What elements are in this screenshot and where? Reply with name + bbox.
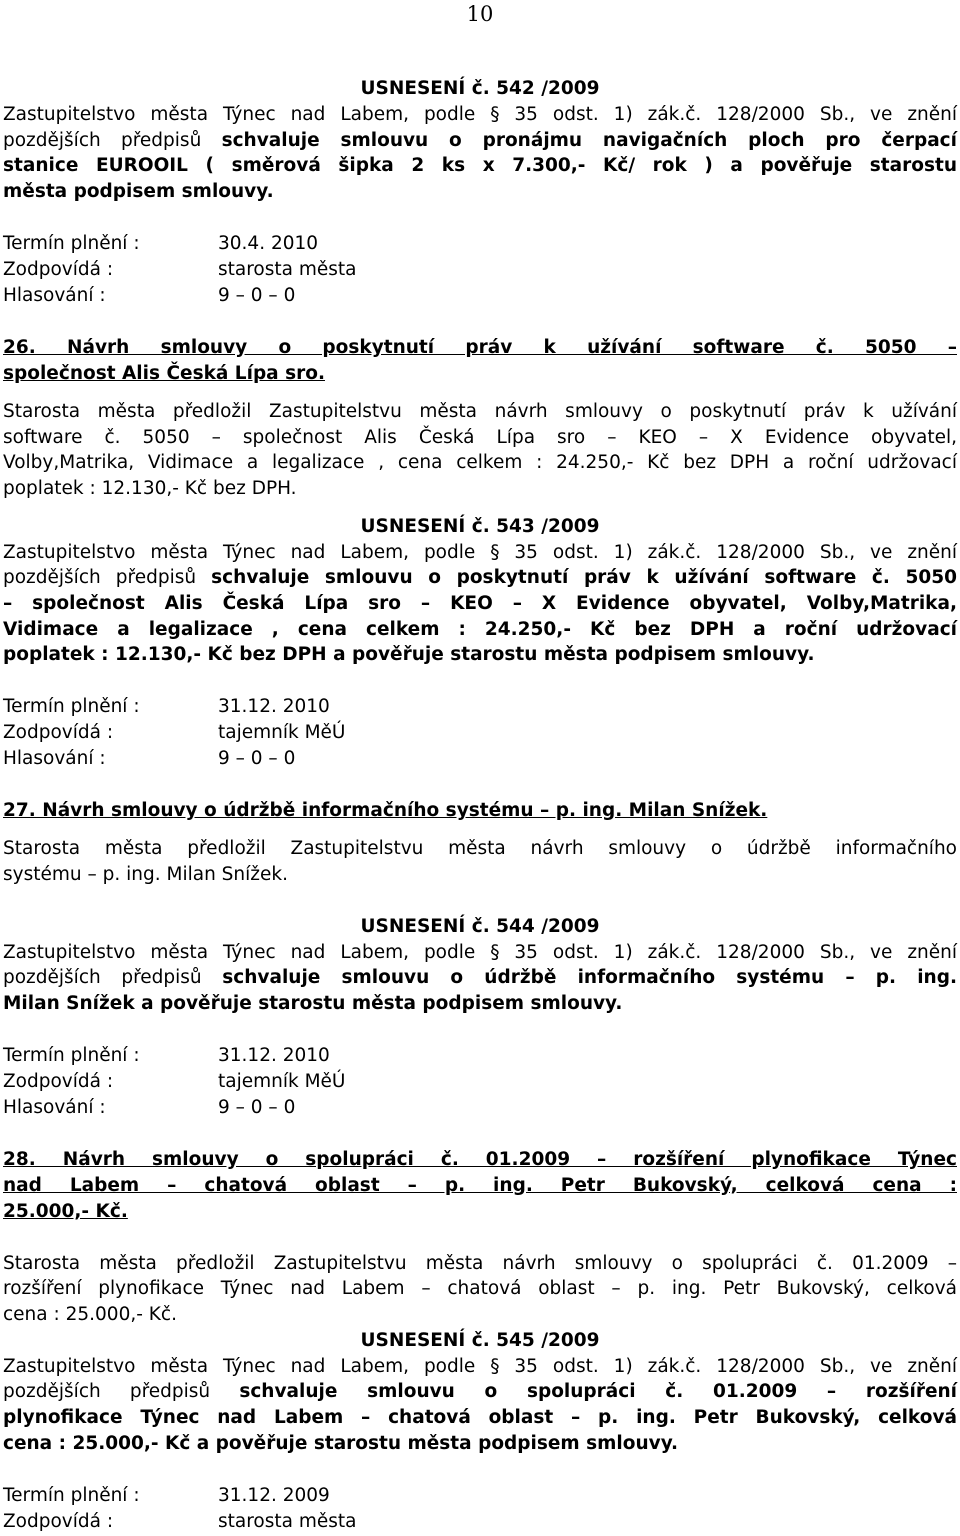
resolution-title: USNESENÍ č. 543 /2009 (360, 515, 600, 537)
body-line: software č. 5050 – společnost Alis Česká Lípa sro – KEO – X Evidence obyvatel, (3, 426, 957, 448)
vote-value: 9 – 0 – 0 (218, 284, 296, 306)
responsible-row (3, 1509, 957, 1535)
body-line: Starosta města předložil Zastupitelstvu města návrh smlouvy o spolupráci č. 01.2009 – (3, 1252, 957, 1274)
heading-line: nad Labem – chatová oblast – p. ing. Petr Bukovský, celková cena : (3, 1174, 957, 1196)
resolution-bold-line: stanice EUROOIL ( směrová šipka 2 ks x 7.300,- Kč/ rok ) a pověřuje starostu (3, 155, 957, 177)
deadline-value: 31.12. 2010 (218, 696, 330, 718)
resolution-bold-text: schvaluje smlouvu o údržbě informačního systému – p. ing. (222, 967, 957, 989)
deadline-row (3, 231, 957, 257)
resolution-text-line (3, 565, 957, 591)
resolution-bold-line: města podpisem smlouvy. (3, 181, 274, 203)
heading-line: 25.000,- Kč. (3, 1200, 128, 1222)
heading-line: 27. Návrh smlouvy o údržbě informačního systému – p. ing. Milan Snížek. (3, 800, 768, 822)
responsible-value: starosta města (218, 258, 357, 280)
resolution-bold-line: poplatek : 12.130,- Kč bez DPH a pověřuje starostu města podpisem smlouvy. (3, 644, 815, 666)
responsible-label: Zodpovídá : (3, 258, 114, 280)
resolution-text-line: Zastupitelstvo města Týnec nad Labem, podle § 35 odst. 1) zák.č. 128/2000 Sb., ve znění (3, 1355, 957, 1377)
responsible-label: Zodpovídá : (3, 1070, 114, 1092)
responsible-row (3, 720, 957, 746)
responsible-value: tajemník MěÚ (218, 1070, 346, 1092)
deadline-label: Termín plnění : (3, 696, 140, 718)
agenda-item-27-body (3, 836, 957, 887)
body-line: Starosta města předložil Zastupitelstvu města návrh smlouvy o údržbě informačního (3, 838, 957, 860)
deadline-value: 31.12. 2010 (218, 1044, 330, 1066)
vote-label: Hlasování : (3, 1096, 106, 1118)
document-body (3, 76, 957, 1535)
responsible-value: tajemník MěÚ (218, 722, 346, 744)
agenda-item-26-heading (3, 335, 957, 387)
body-line: cena : 25.000,- Kč. (3, 1304, 177, 1326)
heading-line: 26. Návrh smlouvy o poskytnutí práv k užívání software č. 5050 – (3, 336, 957, 358)
page-number: 10 (466, 2, 494, 26)
deadline-value: 31.12. 2009 (218, 1484, 330, 1506)
resolution-text-line (3, 965, 957, 991)
resolution-bold-line: – společnost Alis Česká Lípa sro – KEO – X Evidence obyvatel, Volby,Matrika, (3, 593, 957, 615)
resolution-text-line (3, 1379, 957, 1405)
resolution-meta-545 (3, 1483, 957, 1535)
body-line: poplatek : 12.130,- Kč bez DPH. (3, 477, 297, 499)
deadline-label: Termín plnění : (3, 1484, 140, 1506)
resolution-bold-text: schvaluje smlouvu o pronájmu navigačních ploch pro čerpací (221, 129, 957, 151)
body-line: rozšíření plynofikace Týnec nad Labem – chatová oblast – p. ing. Petr Bukovský, celková (3, 1278, 957, 1300)
deadline-row (3, 1483, 957, 1509)
resolution-text: pozdějších předpisů (3, 967, 223, 989)
resolution-text: pozdějších předpisů (3, 129, 222, 151)
responsible-row (3, 257, 957, 283)
vote-label: Hlasování : (3, 284, 106, 306)
resolution-title: USNESENÍ č. 545 /2009 (360, 1329, 600, 1351)
resolution-bold-text: schvaluje smlouvu o poskytnutí práv k užívání software č. 5050 (211, 567, 957, 589)
agenda-item-27-heading (3, 798, 957, 824)
heading-line: společnost Alis Česká Lípa sro. (3, 362, 325, 384)
resolution-bold-line: cena : 25.000,- Kč a pověřuje starostu města podpisem smlouvy. (3, 1432, 679, 1454)
resolution-title: USNESENÍ č. 542 /2009 (360, 78, 600, 99)
body-line: systému – p. ing. Milan Snížek. (3, 863, 288, 885)
deadline-row (3, 1043, 957, 1069)
body-line: Starosta města předložil Zastupitelstvu města návrh smlouvy o poskytnutí práv k užívání (3, 400, 957, 422)
deadline-label: Termín plnění : (3, 232, 140, 254)
resolution-meta-542 (3, 231, 957, 309)
responsible-value: starosta města (218, 1510, 357, 1532)
vote-label: Hlasování : (3, 748, 106, 770)
resolution-bold-line: Milan Snížek a pověřuje starostu města podpisem smlouvy. (3, 992, 623, 1014)
resolution-text-line: Zastupitelstvo města Týnec nad Labem, podle § 35 odst. 1) zák.č. 128/2000 Sb., ve znění (3, 541, 957, 563)
resolution-meta-544 (3, 1043, 957, 1121)
resolution-text-line: Zastupitelstvo města Týnec nad Labem, podle § 35 odst. 1) zák.č. 128/2000 Sb., ve znění (3, 941, 957, 963)
resolution-meta-543 (3, 694, 957, 772)
resolution-text: pozdějších předpisů (3, 567, 212, 589)
resolution-text: pozdějších předpisů (3, 1381, 240, 1403)
deadline-value: 30.4. 2010 (218, 232, 319, 254)
agenda-item-28-body (3, 1251, 957, 1328)
resolution-545 (3, 1328, 957, 1457)
heading-line: 28. Návrh smlouvy o spolupráci č. 01.2009 – rozšíření plynofikace Týnec (3, 1148, 957, 1170)
resolution-bold-text: schvaluje smlouvu o spolupráci č. 01.2009 – rozšíření (239, 1381, 957, 1403)
body-line: Volby,Matrika, Vidimace a legalizace , cena celkem : 24.250,- Kč bez DPH a roční udržovací (3, 452, 957, 474)
agenda-item-26-body (3, 399, 957, 502)
resolution-bold-line: plynofikace Týnec nad Labem – chatová oblast – p. ing. Petr Bukovský, celková (3, 1407, 957, 1429)
resolution-544 (3, 914, 957, 1017)
vote-row (3, 746, 957, 772)
resolution-bold-line: Vidimace a legalizace , cena celkem : 24.250,- Kč bez DPH a roční udržovací (3, 618, 957, 640)
resolution-text-line (3, 128, 957, 154)
vote-row (3, 1095, 957, 1121)
deadline-label: Termín plnění : (3, 1044, 140, 1066)
agenda-item-28-heading (3, 1147, 957, 1225)
resolution-543 (3, 514, 957, 669)
responsible-label: Zodpovídá : (3, 722, 114, 744)
vote-value: 9 – 0 – 0 (218, 1096, 296, 1118)
vote-value: 9 – 0 – 0 (218, 748, 296, 770)
responsible-row (3, 1069, 957, 1095)
resolution-title: USNESENÍ č. 544 /2009 (360, 915, 600, 937)
responsible-label: Zodpovídá : (3, 1510, 114, 1532)
resolution-text-line: Zastupitelstvo města Týnec nad Labem, podle § 35 odst. 1) zák.č. 128/2000 Sb., ve znění (3, 104, 957, 125)
resolution-542 (3, 76, 957, 205)
vote-row (3, 283, 957, 309)
deadline-row (3, 694, 957, 720)
